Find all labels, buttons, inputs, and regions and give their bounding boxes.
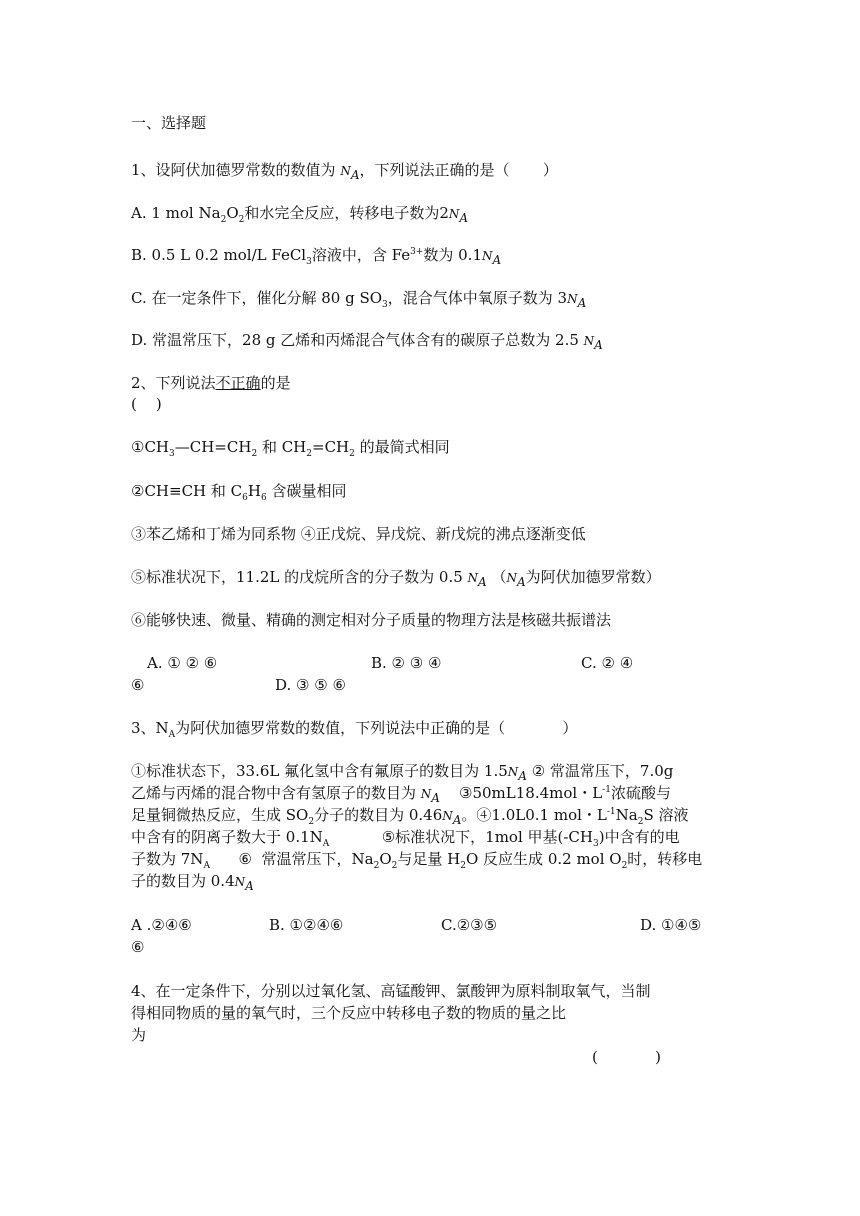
q1-option-a: A. 1 mol $Na_2O_2$和水完全反应，转移电子数为$2N_A$	[131, 204, 469, 225]
q3-stem: 3、$N_A$为阿伏加德罗常数的数值，下列说法中正确的是（ ）	[131, 719, 578, 740]
q3-line-5: 子数为 $7N_A$ ⑥ 常温常压下，$Na_2O_2$与足量 $H_2O$ 反应生成 0.2 mol $O_2$时，转移电	[131, 850, 703, 871]
q3-option-b: B. ①②④⑥	[269, 916, 344, 934]
q2-stem: 2、下列说法不正确的是	[131, 374, 291, 392]
q3-line-4: 中含有的阴离子数大于 $0.1N_A$ ⑤标准状况下，1mol 甲基$(-CH_3)$中含有的电	[131, 828, 680, 849]
q3-option-d: D. ①④⑤	[640, 916, 702, 934]
q3-line-2: 乙烯与丙烯的混合物中含有氢原子的数目为 $N_A$ ③50mL18.4mol・$L^{-1}$浓硫酸与	[131, 784, 671, 805]
q2-statement-5: ⑤标准状况下，11.2L 的戊烷所含的分子数为 0.5 $N_A$ （$N_A$为阿伏加德罗常数）	[131, 568, 661, 589]
q4-line-2: 得相同物质的量的氧气时，三个反应中转移电子数的物质的量之比	[131, 1004, 567, 1022]
q2-option-a: A. ① ② ⑥	[147, 654, 218, 672]
q2-statement-6: ⑥能够快速、微量、精确的测定相对分子质量的物理方法是核磁共振谱法	[131, 611, 612, 629]
q3-line-1: ①标准状态下，33.6L 氟化氢中含有氟原子的数目为 $1.5N_A$ ② 常温常压下，7.0g	[131, 762, 674, 783]
q4-line-1: 4、在一定条件下，分别以过氧化氢、高锰酸钾、氯酸钾为原料制取氧气，当制	[131, 982, 651, 1000]
q1-option-d: D. 常温常压下，28 g 乙烯和丙烯混合气体含有的碳原子总数为 2.5 $N_A$	[131, 331, 603, 352]
q1-option-b: B. 0.5 L 0.2 mol/L FeCl$_3$溶液中，含 $Fe^{3+}$数为 $0.1N_A$	[131, 246, 502, 267]
q2-option-c: C. ② ④	[581, 654, 634, 672]
section-title: 一、选择题	[131, 114, 207, 132]
q2-option-d: D. ③ ⑤ ⑥	[275, 676, 346, 694]
q3-line-3: 足量铜微热反应，生成 $SO_2$分子的数目为 $0.46N_A$。④1.0L0.1 mol・$L^{-1}Na_2S$ 溶液	[131, 806, 689, 827]
q2-statement-2: ②CH≡CH 和 $C_6H_6$ 含碳量相同	[131, 482, 347, 503]
q2-answer-paren: ( )	[131, 395, 162, 413]
q2-statement-1: $①CH_3—CH=CH_2$ 和 $CH_2=CH_2$ 的最简式相同	[131, 438, 450, 459]
q3-option-c: C.②③⑤	[441, 916, 498, 934]
q1-stem: 1、设阿伏加德罗常数的数值为 $N_A$，下列说法正确的是（ ）	[131, 161, 558, 182]
q4-answer-paren: ( )	[592, 1048, 661, 1066]
q3-line-6: 子的数目为 $0.4N_A$	[131, 872, 254, 893]
q2-option-b: B. ② ③ ④	[371, 654, 442, 672]
q2-option-c-cont: ⑥	[131, 676, 145, 694]
q2-statement-3-4: ③苯乙烯和丁烯为同系物 ④正戊烷、异戊烷、新戊烷的沸点逐渐变低	[131, 525, 586, 543]
q3-option-d-cont: ⑥	[131, 938, 145, 956]
q4-line-3: 为	[131, 1026, 147, 1044]
q3-option-a: A .②④⑥	[131, 916, 192, 934]
q1-option-c: C. 在一定条件下，催化分解 80 g $SO_3$，混合气体中氧原子数为 $3N_A$	[131, 289, 587, 310]
